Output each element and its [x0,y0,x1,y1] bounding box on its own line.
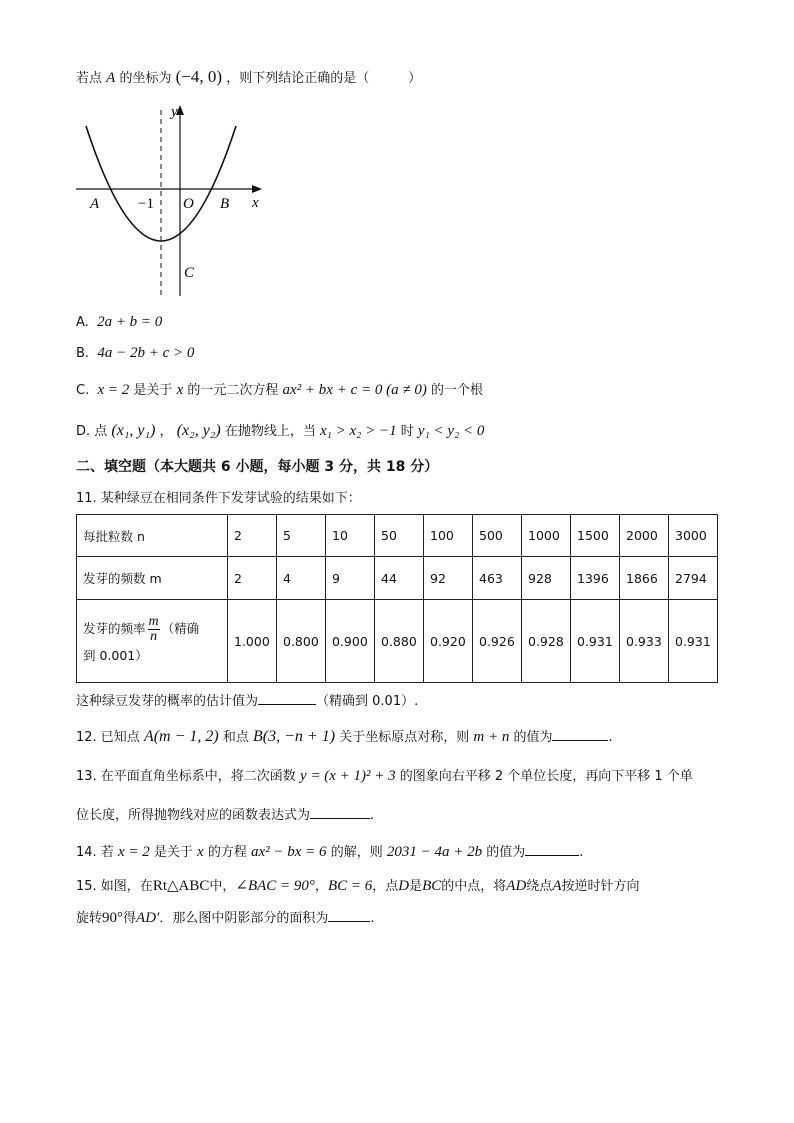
q13-line2-text: 位长度，所得抛物线对应的函数表达式为 [76,808,311,823]
table-cell: 0.933 [620,600,669,683]
option-d-sep: ， [159,424,173,439]
q13-end: . [370,808,375,823]
option-c-label: C. [76,383,90,398]
answer-blank-q11[interactable] [258,690,316,705]
q15-bc: BC [422,878,442,894]
table-cell: 9 [326,557,375,600]
option-d-cond: x₁ > x₂ > −1 [319,423,397,439]
q11-after [76,690,418,712]
table-cell: 0.931 [669,600,718,683]
table-cell: 1.000 [228,600,277,683]
table-cell: 50 [375,515,424,557]
q10-stem-pre: 若点 [76,71,103,86]
table-cell: 2 [228,557,277,600]
q12 [76,726,613,748]
row1-label: 每批粒数 n [77,515,228,557]
option-c-expr2: ax² + bx + c = 0 (a ≠ 0) [282,382,427,398]
q13-line2 [76,804,374,826]
table-row-frequency [77,600,718,683]
q12-mid1: 和点 [222,730,249,745]
q12-expr: m + n [473,729,510,745]
q14-pre: 14. 若 [76,845,114,860]
table-cell: 1866 [620,557,669,600]
q15-side: BC = 6 [327,878,373,894]
q10-coord: (−4, 0) [175,67,223,86]
q14-mid2: 的方程 [207,845,247,860]
section-heading: 二、填空题（本大题共 6 小题，每小题 3 分，共 18 分） [76,459,439,475]
m-over-n-fraction [148,615,160,644]
row3-label [77,600,228,683]
option-d [76,421,484,442]
fraction-denominator: n [150,628,158,644]
q14-equation: ax² − bx = 6 [251,844,327,860]
option-a [76,312,162,333]
parabola-figure [72,100,272,300]
q13-pre: 13. 在平面直角坐标系中，将二次函数 [76,769,296,784]
row2-label: 发芽的频数 m [77,557,228,600]
table-cell: 1000 [522,515,571,557]
q12-end: . [608,730,613,745]
option-c-text2: 的一元二次方程 [187,383,279,398]
row3-label-post: （精确 [161,620,200,636]
table-cell: 0.800 [277,600,326,683]
table-cell: 928 [522,557,571,600]
q11-after-post: （精确到 0.01）. [316,694,419,709]
q14-end: . [579,845,584,860]
option-b [76,343,194,364]
row3-label-line2: 到 0.001） [83,647,148,663]
q13-line1 [76,766,693,787]
q13-function: y = (x + 1)² + 3 [299,768,396,784]
option-b-expr: 4a − 2b + c > 0 [97,345,195,361]
q15-angle: ∠BAC = 90° [235,878,315,894]
q14-expr: 2031 − 4a + 2b [386,844,483,860]
q15-line2-pre: 旋转 [76,911,103,926]
table-row-count [77,557,718,600]
table-cell: 3000 [669,515,718,557]
table-cell: 0.900 [326,600,375,683]
q15-point-d: D [398,878,410,894]
q15-mid7: 按逆时针方向 [561,879,640,894]
q15-mid1: 中， [209,879,236,894]
q15-mid5: 的中点，将 [441,879,507,894]
q14 [76,841,583,863]
table-cell: 0.928 [522,600,571,683]
q15-mid2: ， [314,879,328,894]
q10-point-a: A [106,70,116,86]
q15-end: . [370,911,375,926]
x-axis-arrow [252,185,262,193]
table-cell: 2000 [620,515,669,557]
q15-triangle: Rt△ABC [152,878,210,894]
option-c [76,380,483,401]
q15-line2-mid: 得 [123,911,137,926]
table-cell: 44 [375,557,424,600]
q10-stem-post: ，则下列结论正确的是（ ） [226,71,422,86]
germination-table [76,514,718,683]
q11-after-pre: 这种绿豆发芽的概率的估计值为 [76,694,259,709]
q14-mid3: 的解，则 [330,845,383,860]
q15-ad-prime: AD′ [136,910,160,926]
origin-label: O [183,196,194,212]
q14-var: x [197,844,204,860]
q14-cond: x = 2 [117,844,150,860]
table-cell: 4 [277,557,326,600]
answer-blank-q15[interactable] [328,907,370,922]
q12-pre: 12. 已知点 [76,730,140,745]
q15-point-a: A [552,878,562,894]
q15-mid4: 是 [409,879,423,894]
neg1-label: −1 [138,196,154,212]
table-cell: 5 [277,515,326,557]
table-cell: 500 [473,515,522,557]
option-c-var: x [176,382,184,398]
option-a-expr: 2a + b = 0 [97,314,163,330]
point-b-label: B [220,196,230,212]
q10-stem-mid: 的坐标为 [119,71,172,86]
answer-blank-q13[interactable] [310,804,370,819]
q15-ad: AD [506,878,527,894]
option-d-text1: 在抛物线上，当 [224,424,316,439]
q12-point-b: B(3, −n + 1) [253,728,336,745]
option-d-label: D. 点 [76,424,108,439]
option-a-label: A. [76,315,89,330]
option-c-text1: 是关于 [133,383,173,398]
option-c-expr1: x = 2 [97,382,130,398]
table-cell: 2794 [669,557,718,600]
option-d-concl: y₁ < y₂ < 0 [417,423,485,439]
q14-post: 的值为 [486,845,526,860]
q15-line1 [76,876,640,897]
table-cell: 10 [326,515,375,557]
point-a-label: A [90,196,100,212]
q13-post: 的图象向右平移 2 个单位长度，再向下平移 1 个单 [399,769,693,784]
q15-line2 [76,907,374,929]
q12-mid2: 关于坐标原点对称，则 [339,730,470,745]
table-cell: 463 [473,557,522,600]
y-label: y [171,104,178,120]
table-cell: 0.880 [375,600,424,683]
table-cell: 0.926 [473,600,522,683]
q14-mid1: 是关于 [153,845,193,860]
table-cell: 1500 [571,515,620,557]
table-cell: 100 [424,515,473,557]
q12-post: 的值为 [513,730,553,745]
table-cell: 0.931 [571,600,620,683]
option-b-label: B. [76,346,90,361]
q15-deg: 90° [102,910,124,926]
row3-label-pre: 发芽的频率 [83,620,146,636]
option-d-p2: (x₂, y₂) [176,422,221,439]
answer-blank-q12[interactable] [552,726,608,741]
q15-pre: 15. 如图，在 [76,879,153,894]
q15-line2-post: ．那么图中阴影部分的面积为 [159,911,329,926]
option-d-p1: (x₁, y₁) [111,422,156,439]
x-label: x [252,195,259,211]
table-row-batch [77,515,718,557]
answer-blank-q14[interactable] [525,841,579,856]
q15-mid6: 绕点 [526,879,553,894]
option-c-text3: 的一个根 [430,383,483,398]
table-cell: 1396 [571,557,620,600]
point-c-label: C [184,265,195,281]
q10-stem [76,67,421,89]
fraction-numerator: m [148,613,159,629]
q12-point-a: A(m − 1, 2) [143,728,219,745]
table-cell: 92 [424,557,473,600]
table-cell: 0.920 [424,600,473,683]
q11-stem: 11. 某种绿豆在相同条件下发芽试验的结果如下： [76,491,361,506]
table-cell: 2 [228,515,277,557]
q15-mid3: ，点 [372,879,399,894]
option-d-text2: 时 [400,424,414,439]
